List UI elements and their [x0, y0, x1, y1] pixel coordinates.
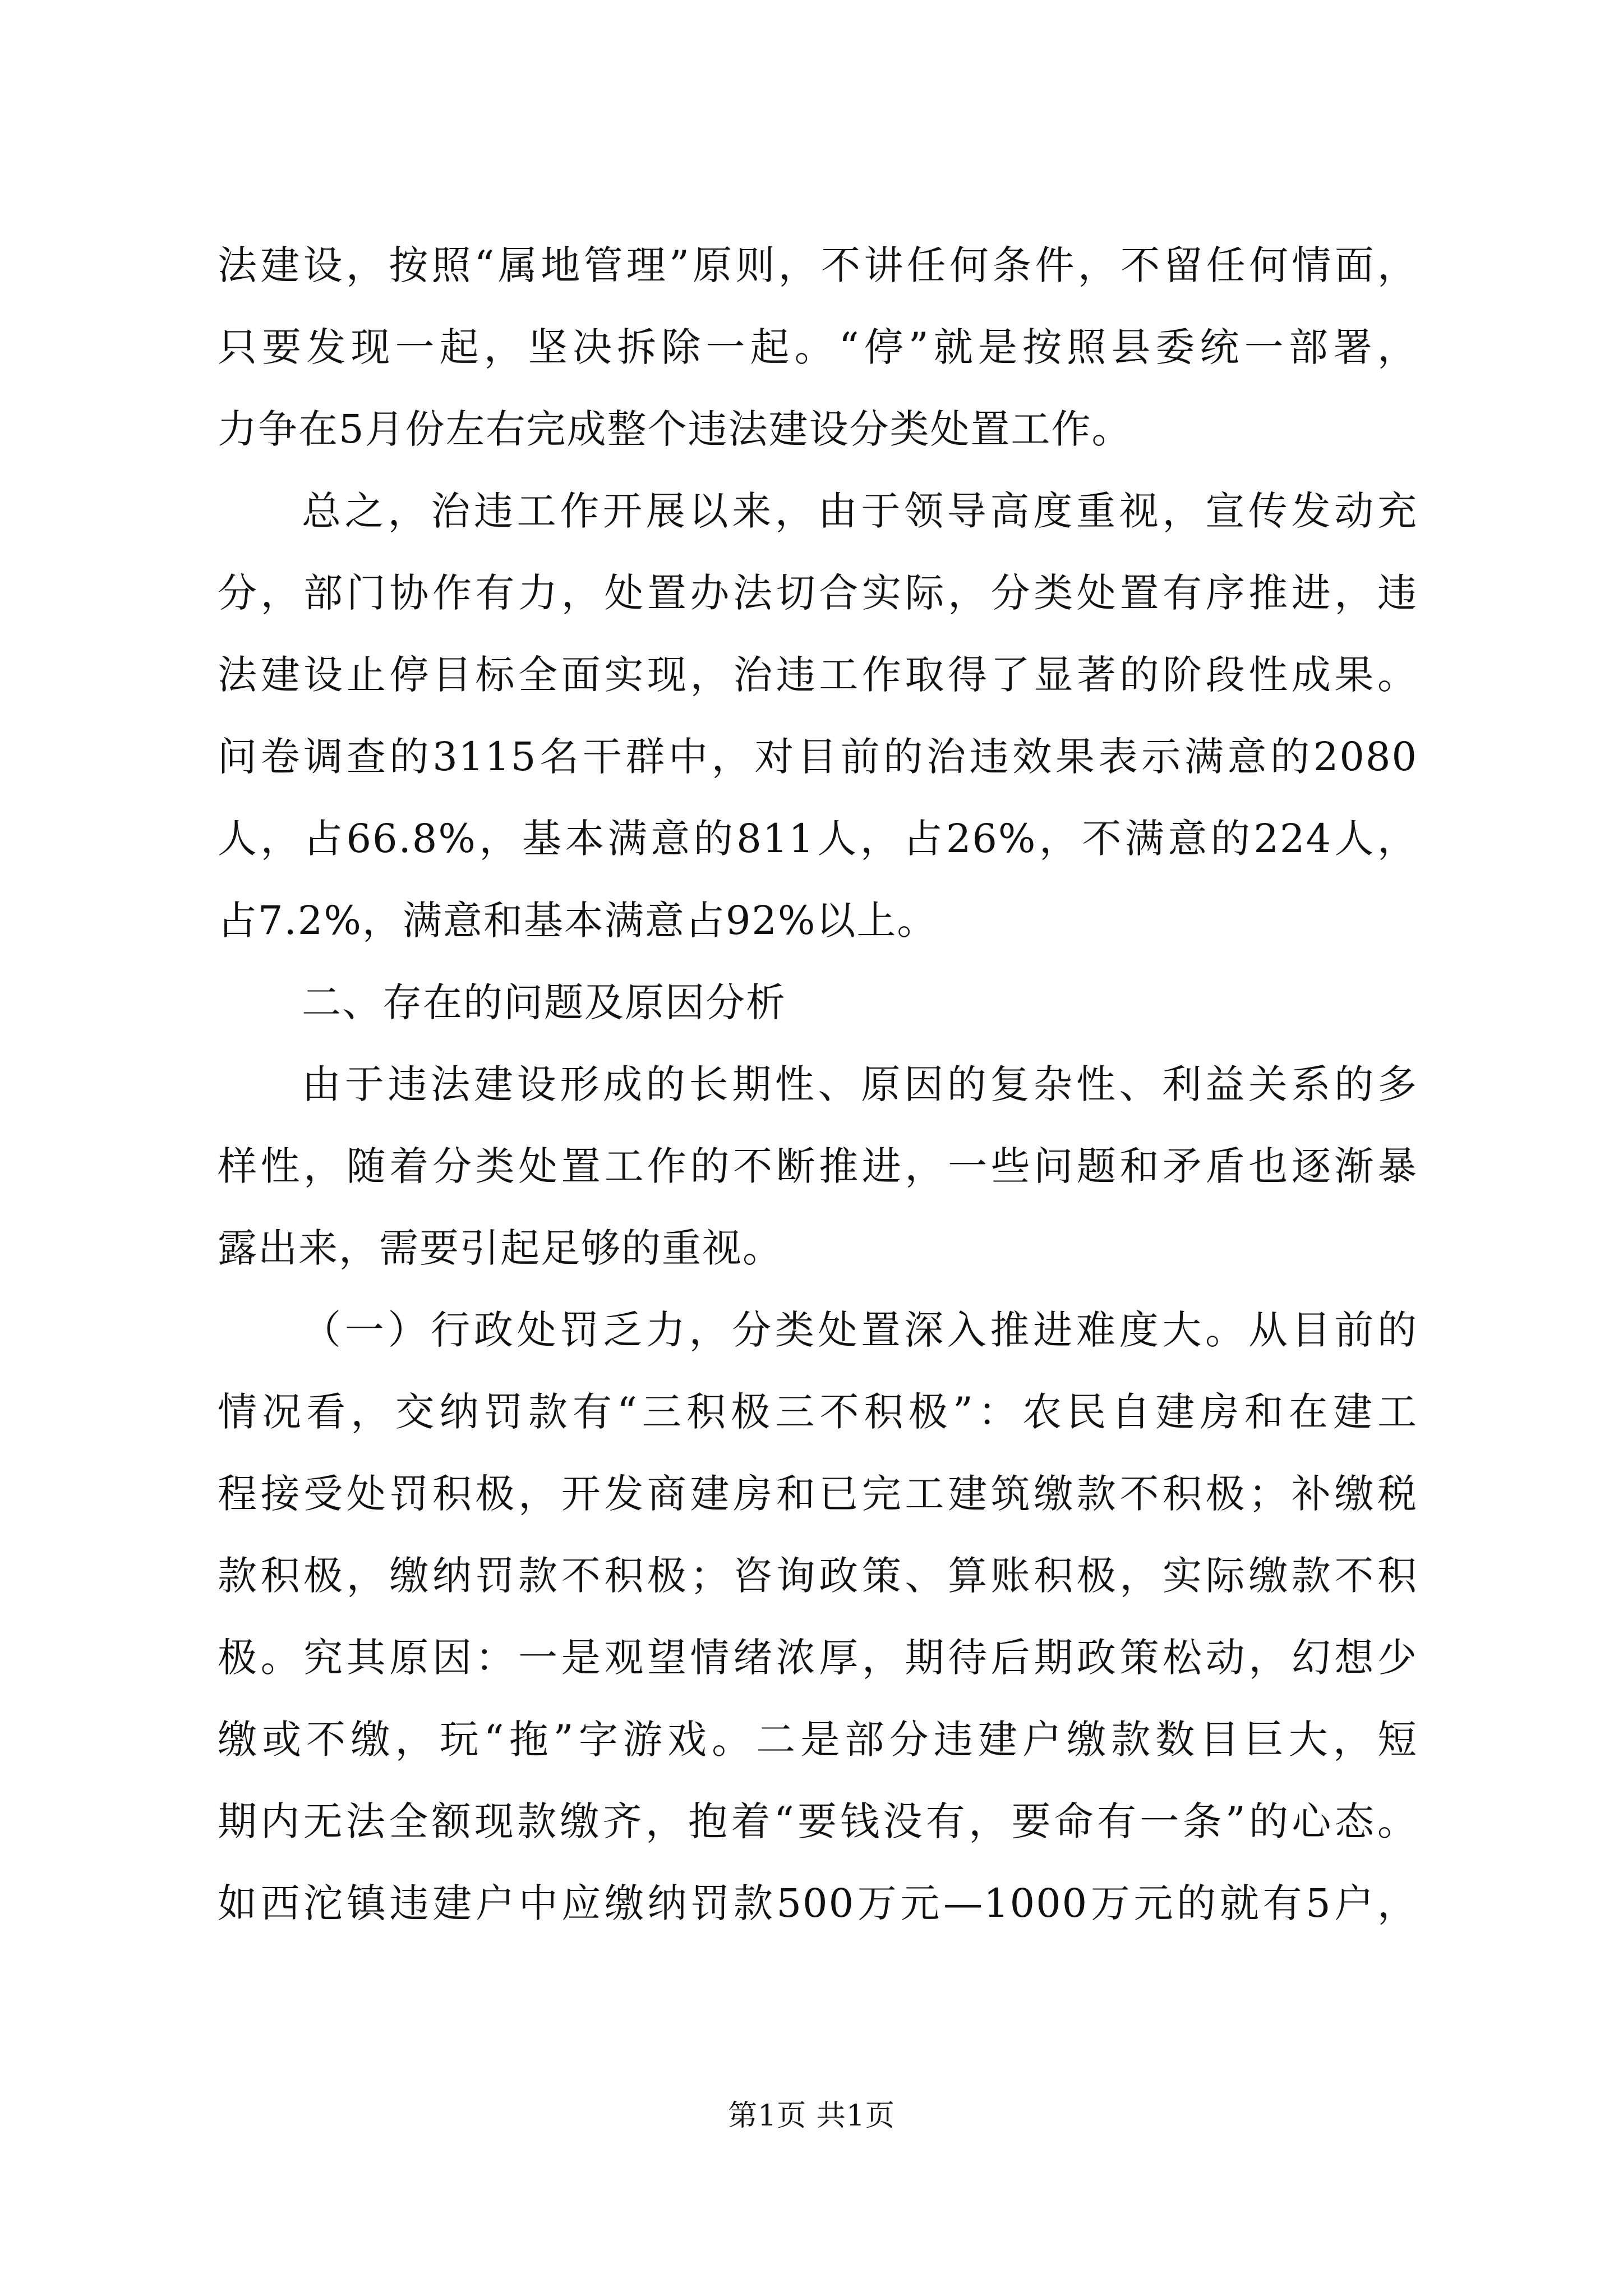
text-line: 情况看，交纳罚款有“三积极三不积极”：农民自建房和在建工	[218, 1389, 1418, 1435]
text-line: 人，占66.8%，基本满意的811人，占26%，不满意的224人，	[218, 816, 1418, 862]
text-line: 露出来，需要引起足够的重视。	[218, 1225, 783, 1271]
page-number-footer: 第1页 共1页	[728, 2099, 895, 2133]
text-line: 缴或不缴，玩“拖”字游戏。二是部分违建户缴款数目巨大，短	[218, 1717, 1418, 1763]
text-line: 期内无法全额现款缴齐，抱着“要钱没有，要命有一条”的心态。	[218, 1798, 1418, 1844]
paragraph-start-line: （一）行政处罚乏力，分类处置深入推进难度大。从目前的	[302, 1307, 1418, 1353]
document-body	[218, 224, 1418, 1944]
text-line: 极。究其原因：一是观望情绪浓厚，期待后期政策松动，幻想少	[218, 1635, 1418, 1681]
text-line: 款积极，缴纳罚款不积极；咨询政策、算账积极，实际缴款不积	[218, 1553, 1418, 1599]
text-line: 法建设止停目标全面实现，治违工作取得了显著的阶段性成果。	[218, 652, 1418, 698]
text-line: 占7.2%，满意和基本满意占92%以上。	[218, 898, 938, 944]
text-line: 如西沱镇违建户中应缴纳罚款500万元—1000万元的就有5户，	[218, 1880, 1418, 1926]
text-line: 只要发现一起，坚决拆除一起。“停”就是按照县委统一部署，	[218, 324, 1418, 370]
text-line: 问卷调查的3115名干群中，对目前的治违效果表示满意的2080	[218, 734, 1418, 780]
text-line: 法建设，按照“属地管理”原则，不讲任何条件，不留任何情面，	[218, 242, 1418, 288]
paragraph-start-line: 由于违法建设形成的长期性、原因的复杂性、利益关系的多	[302, 1061, 1418, 1107]
paragraph-start-line: 总之，治违工作开展以来，由于领导高度重视，宣传发动充	[302, 488, 1418, 534]
text-line: 程接受处罚积极，开发商建房和已完工建筑缴款不积极；补缴税	[218, 1471, 1418, 1517]
text-line: 分，部门协作有力，处置办法切合实际，分类处置有序推进，违	[218, 570, 1418, 616]
section-heading: 二、存在的问题及原因分析	[302, 979, 786, 1025]
text-line: 力争在5月份左右完成整个违法建设分类处置工作。	[218, 406, 1132, 452]
text-line: 样性，随着分类处置工作的不断推进，一些问题和矛盾也逐渐暴	[218, 1143, 1418, 1189]
